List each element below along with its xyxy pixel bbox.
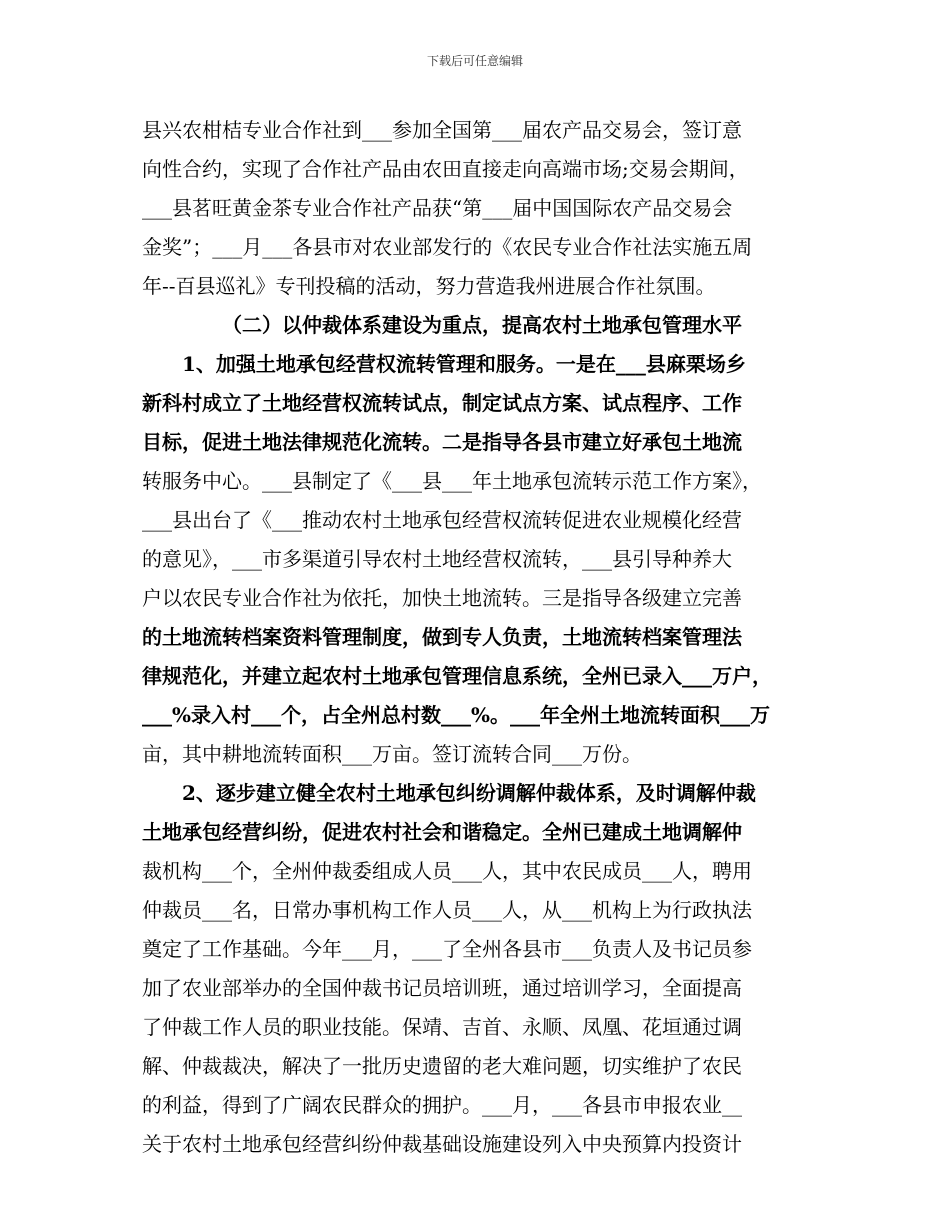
text-line: 关于农村土地承包经营纠纷仲裁基础设施建设列入中央预算内投资计: [142, 1132, 742, 1156]
text-line: 新科村成立了土地经营权流转试点，制定试点方案、试点程序、工作: [142, 391, 742, 415]
text-line: 了仲裁工作人员的职业技能。保靖、吉首、永顺、凤凰、花垣通过调: [142, 1015, 742, 1039]
text-line: 律规范化，并建立起农村土地承包管理信息系统，全州已录入___万户，: [142, 664, 772, 688]
section-heading: （二）以仲裁体系建设为重点，提高农村土地承包管理水平: [222, 313, 742, 337]
text-line: 向性合约，实现了合作社产品由农田直接走向高端市场;交易会期间，: [142, 157, 749, 181]
text-line: 加了农业部举办的全国仲裁书记员培训班，通过培训学习，全面提高: [142, 976, 742, 1000]
text-line: 年--百县巡礼》专刊投稿的活动，努力营造我州进展合作社氛围。: [142, 274, 716, 298]
text-line: 仲裁员___名，日常办事机构工作人员___人，从___机构上为行政执法: [142, 898, 752, 922]
text-line: 1、加强土地承包经营权流转管理和服务。一是在___县麻栗场乡: [142, 352, 746, 376]
text-line: 金奖”；___月___各县市对农业部发行的《农民专业合作社法实施五周: [142, 235, 753, 259]
text-line: ___县茗旺黄金茶专业合作社产品获“第___届中国国际农产品交易会: [142, 196, 733, 220]
text-line: 的利益，得到了广阔农民群众的拥护。___月，___各县市申报农业__: [142, 1093, 742, 1117]
text-line: 土地承包经营纠纷，促进农村社会和谐稳定。全州已建成土地调解仲: [142, 820, 742, 844]
text-line: 转服务中心。___县制定了《___县___年土地承包流转示范工作方案》，: [142, 469, 762, 493]
text-line: 的意见》，___市多渠道引导农村土地经营权流转，___县引导种养大: [142, 547, 732, 571]
page-header: 下载后可任意编辑: [426, 54, 523, 68]
document-body: [142, 111, 822, 1164]
text-line: 裁机构___个，全州仲裁委组成人员___人，其中农民成员___人，聘用: [142, 859, 752, 883]
text-line: 的土地流转档案资料管理制度，做到专人负责，土地流转档案管理法: [142, 625, 742, 649]
text-line: 奠定了工作基础。今年___月，___了全州各县市___负责人及书记员参: [142, 937, 752, 961]
text-line: ___县出台了《___推动农村土地承包经营权流转促进农业规模化经营: [142, 508, 742, 532]
text-line: 解、仲裁裁决，解决了一批历史遗留的老大难问题，切实维护了农民: [142, 1054, 742, 1078]
text-line: 亩，其中耕地流转面积___万亩。签订流转合同___万份。: [142, 742, 642, 766]
text-line: 户以农民专业合作社为依托，加快土地流转。三是指导各级建立完善: [142, 586, 742, 610]
text-line: 县兴农柑桔专业合作社到___参加全国第___届农产品交易会，签订意: [142, 118, 742, 142]
text-line: 2、逐步建立健全农村土地承包纠纷调解仲裁体系，及时调解仲裁: [142, 781, 756, 805]
text-line: 目标，促进土地法律规范化流转。二是指导各县市建立好承包土地流: [142, 430, 742, 454]
text-line: ___%录入村___个，占全州总村数___%。___年全州土地流转面积___万: [142, 703, 771, 727]
